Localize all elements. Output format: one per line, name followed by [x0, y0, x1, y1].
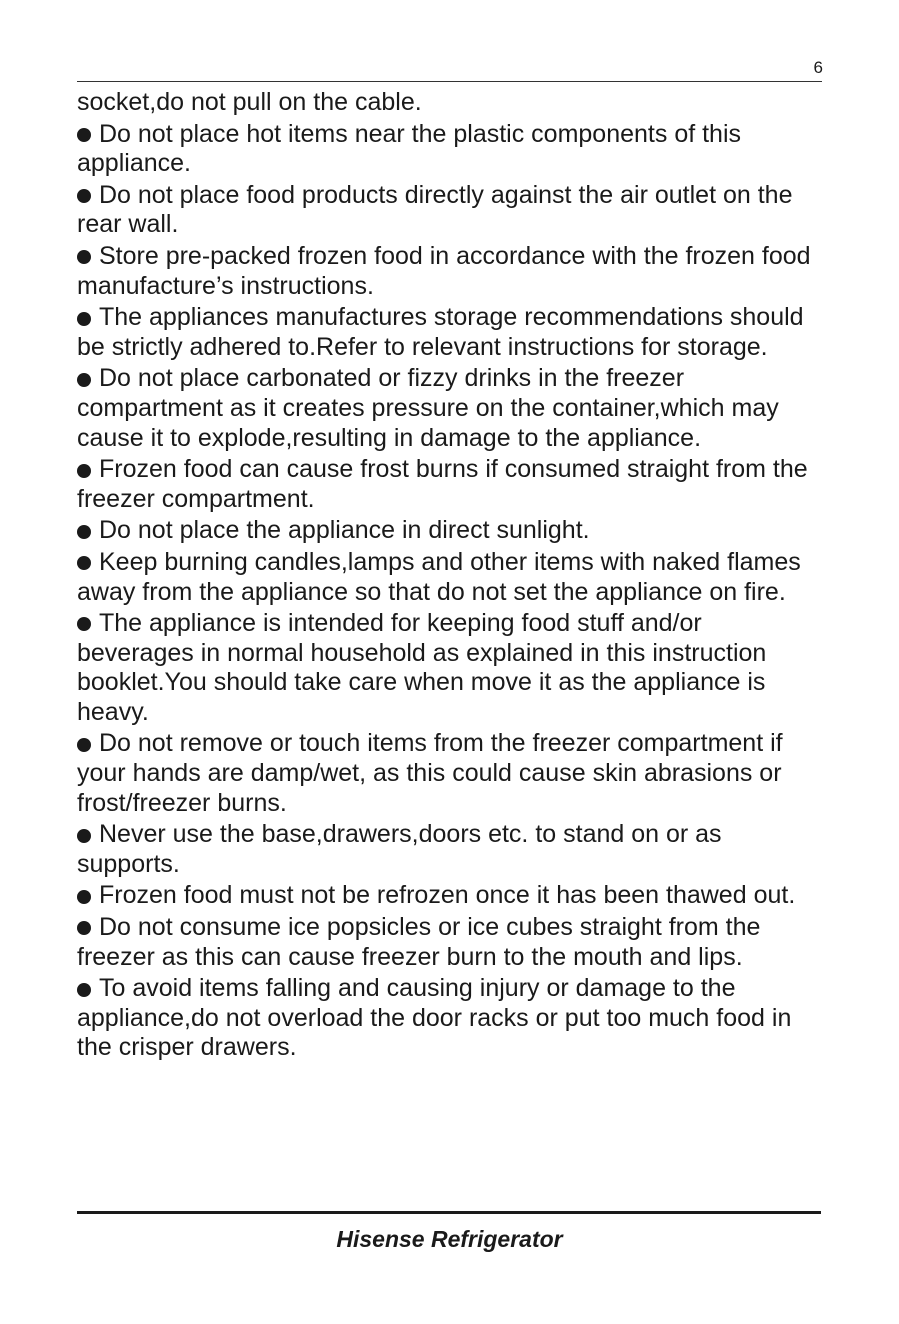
- safety-instructions: [77, 88, 822, 1065]
- footer-brand: Hisense Refrigerator: [336, 1226, 563, 1252]
- bullet-icon: [77, 556, 91, 570]
- bullet-icon: [77, 525, 91, 539]
- bullet-text: Keep burning candles,lamps and other items with naked flames away from the appliance so that do not set the appliance on fire.: [77, 547, 801, 606]
- bullet-item: [77, 120, 822, 179]
- bullet-text: Do not consume ice popsicles or ice cubes straight from the freezer as this can cause freezer burn to the mouth and lips.: [77, 913, 761, 971]
- bullet-text: Never use the base,drawers,doors etc. to stand on or as supports.: [77, 820, 722, 878]
- bullet-icon: [77, 738, 91, 752]
- bullet-text: Store pre-packed frozen food in accordance with the frozen food manufacture’s instructions.: [77, 241, 811, 300]
- page-number: 6: [813, 58, 823, 77]
- bullet-item: [77, 881, 822, 911]
- continuation-text: socket,do not pull on the cable.: [77, 88, 422, 116]
- footer-divider: [77, 1211, 821, 1214]
- bullet-item: [77, 364, 822, 453]
- bullet-text: Do not place carbonated or fizzy drinks in the freezer compartment as it creates pressure on the container,which may cause it to explode,resulting in damage to the appliance.: [77, 364, 779, 452]
- bullet-icon: [77, 983, 91, 997]
- bullet-text: The appliance is intended for keeping food stuff and/or beverages in normal household as explained in this instruction booklet.You should take care when move it as the appliance is heavy.: [77, 609, 767, 726]
- bullet-item: [77, 455, 822, 514]
- bullet-text: The appliances manufactures storage recommendations should be strictly adhered to.Refer to relevant instructions for storage.: [77, 303, 804, 361]
- bullet-text: Do not place the appliance in direct sunlight.: [99, 516, 590, 545]
- bullet-text: Do not place food products directly against the air outlet on the rear wall.: [77, 180, 793, 239]
- bullet-item: [77, 516, 822, 546]
- bullet-icon: [77, 128, 91, 142]
- bullet-text: To avoid items falling and causing injury or damage to the appliance,do not overload the door racks or put too much food in the crisper drawers.: [77, 974, 792, 1062]
- bullet-icon: [77, 312, 91, 326]
- bullet-text: Frozen food must not be refrozen once it has been thawed out.: [99, 881, 796, 910]
- bullet-icon: [77, 617, 91, 631]
- bullet-item: [77, 609, 822, 727]
- bullet-icon: [77, 373, 91, 387]
- bullet-icon: [77, 464, 91, 478]
- bullet-icon: [77, 250, 91, 264]
- bullet-item: [77, 820, 822, 879]
- header-divider: [77, 81, 822, 82]
- bullet-icon: [77, 829, 91, 843]
- bullet-item: [77, 181, 822, 240]
- bullet-icon: [77, 890, 91, 904]
- bullet-icon: [77, 189, 91, 203]
- bullet-item: [77, 548, 822, 607]
- bullet-item: [77, 974, 822, 1063]
- bullet-text: Do not remove or touch items from the freezer compartment if your hands are damp/wet, as this could cause skin abrasions or frost/freezer burns.: [77, 729, 783, 817]
- bullet-icon: [77, 921, 91, 935]
- bullet-text: Do not place hot items near the plastic components of this appliance.: [77, 119, 742, 178]
- bullet-item: [77, 913, 822, 972]
- bullet-item: [77, 242, 822, 301]
- bullet-text: Frozen food can cause frost burns if consumed straight from the freezer compartment.: [77, 455, 808, 513]
- bullet-item: [77, 303, 822, 362]
- bullet-item: [77, 729, 822, 818]
